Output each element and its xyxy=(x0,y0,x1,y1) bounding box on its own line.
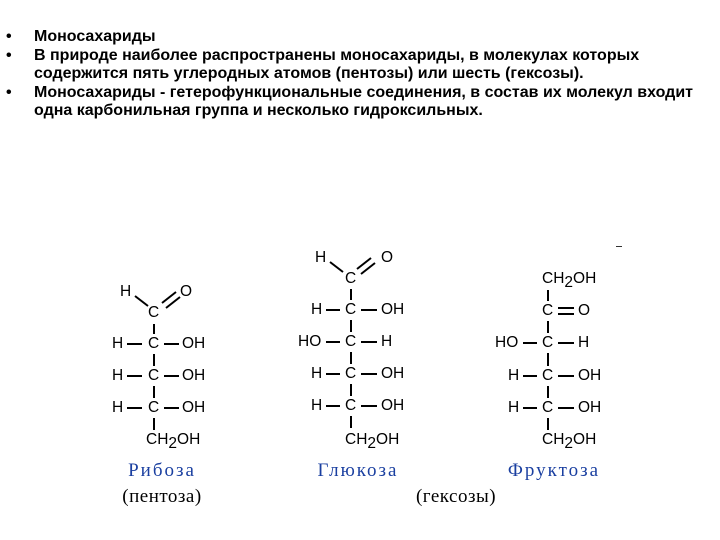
atom-oh: OH xyxy=(578,367,602,385)
atom-h: H xyxy=(578,334,590,352)
glucose-name: Глюкоза xyxy=(317,460,399,481)
hexose-type: (гексозы) xyxy=(415,486,497,507)
atom-ho: HO xyxy=(298,333,322,351)
atom-h: H xyxy=(315,249,327,267)
atom-oh: OH xyxy=(381,397,405,415)
atom-c: C xyxy=(148,304,160,322)
atom-o: O xyxy=(381,249,394,267)
atom-c: C xyxy=(345,365,357,383)
atom-h: H xyxy=(311,397,323,415)
bullet-item xyxy=(0,47,700,84)
atom-ch2oh: CH2OH xyxy=(542,431,597,453)
atom-c: C xyxy=(345,270,357,288)
atom-c: C xyxy=(148,335,160,353)
bullet-text: Моносахариды xyxy=(34,28,156,45)
atom-c: C xyxy=(345,397,357,415)
bullet-marker: • xyxy=(6,83,12,101)
atom-oh: OH xyxy=(381,301,405,319)
decorative-tick xyxy=(616,246,622,247)
bullet-marker: • xyxy=(6,46,12,64)
fructose-name: Фруктоза xyxy=(507,460,601,481)
fructose-structure xyxy=(490,262,630,457)
ribose-name: Рибоза xyxy=(128,460,196,481)
atom-oh: OH xyxy=(182,335,206,353)
atom-h: H xyxy=(381,333,393,351)
bullet-text: Моносахариды - гетерофункциональные соединения, в состав их молекул входит одна карбонильная группа и несколько гидроксильных. xyxy=(34,83,694,119)
atom-c: C xyxy=(542,302,554,320)
atom-c: C xyxy=(148,367,160,385)
atom-c: C xyxy=(542,399,554,417)
atom-oh: OH xyxy=(182,399,206,417)
atom-h: H xyxy=(112,335,124,353)
atom-h: H xyxy=(112,367,124,385)
atom-h: H xyxy=(508,399,520,417)
atom-c: C xyxy=(345,301,357,319)
bullet-item xyxy=(0,84,700,121)
bullet-list xyxy=(0,28,700,121)
atom-oh: OH xyxy=(381,365,405,383)
bullet-item xyxy=(0,28,700,47)
glucose-structure xyxy=(295,238,435,458)
atom-h: H xyxy=(311,301,323,319)
atom-oh: OH xyxy=(182,367,206,385)
atom-o: O xyxy=(180,283,193,301)
ribose-structure xyxy=(100,270,240,460)
atom-o: O xyxy=(578,302,591,320)
atom-h: H xyxy=(112,399,124,417)
bond xyxy=(135,296,148,306)
atom-ho: HO xyxy=(495,334,519,352)
atom-ch2oh: CH2OH xyxy=(146,431,201,453)
atom-ch2oh: CH2OH xyxy=(542,270,597,292)
atom-c: C xyxy=(345,333,357,351)
atom-oh: OH xyxy=(578,399,602,417)
atom-c: C xyxy=(542,334,554,352)
atom-c: C xyxy=(542,367,554,385)
ribose-type: (пентоза) xyxy=(122,486,202,507)
bullet-text: В природе наиболее распространены моносахариды, в молекулах которых содержится пять углеродных атомов (пентозы) или шесть (гексозы). xyxy=(34,46,640,82)
bond xyxy=(330,262,343,272)
atom-h: H xyxy=(120,283,132,301)
atom-c: C xyxy=(148,399,160,417)
atom-h: H xyxy=(508,367,520,385)
bullet-marker: • xyxy=(6,28,12,45)
atom-h: H xyxy=(311,365,323,383)
atom-ch2oh: CH2OH xyxy=(345,431,400,453)
